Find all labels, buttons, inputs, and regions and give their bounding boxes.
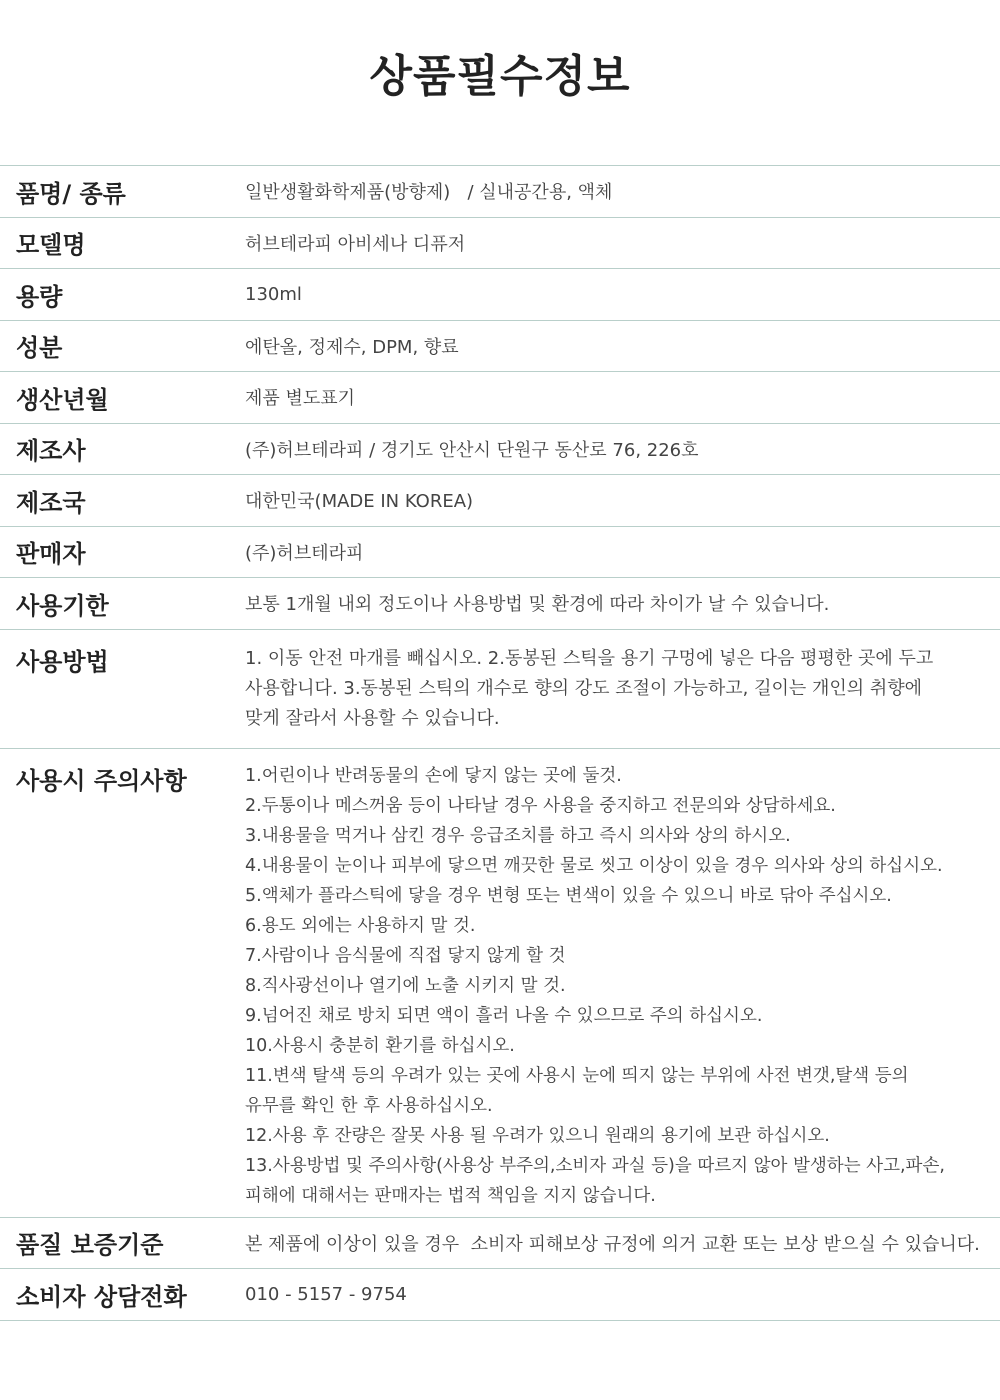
row-ingredients [0,321,1000,373]
caution-line: 피해에 대해서는 판매자는 법적 책임을 지지 않습니다. [245,1185,656,1206]
row-value: (주)허브테라피 [245,542,364,564]
usage-line: 1. 이동 안전 마개를 빼십시오. 2.동봉된 스틱을 용기 구멍에 넣은 다음 평평한 곳에 두고 [245,647,934,669]
row-label: 제조사 [16,437,86,466]
row-value: 일반생활화학제품(방향제) / 실내공간용, 액체 [245,182,613,204]
caution-line: 1.어린이나 반려동물의 손에 닿지 않는 곳에 둘것. [245,765,622,786]
row-caution [0,749,1000,1218]
row-product-name [0,166,1000,218]
row-value: 보통 1개월 내외 정도이나 사용방법 및 환경에 따라 차이가 날 수 있습니다. [245,594,830,616]
caution-line: 8.직사광선이나 열기에 노출 시키지 말 것. [245,975,566,996]
caution-line: 13.사용방법 및 주의사항(사용상 부주의,소비자 과실 등)을 따르지 않아 발생하는 사고,파손, [245,1155,945,1176]
caution-line: 6.용도 외에는 사용하지 말 것. [245,915,476,936]
product-info-table [0,165,1000,1321]
caution-line: 7.사람이나 음식물에 직접 닿지 않게 할 것 [245,945,566,966]
row-value: 허브테라피 아비세나 디퓨저 [245,233,466,255]
row-seller [0,527,1000,579]
row-value: 130ml [245,283,302,305]
usage-line: 맞게 잘라서 사용할 수 있습니다. [245,707,500,729]
row-value: 본 제품에 이상이 있을 경우 소비자 피해보상 규정에 의거 교환 또는 보상 받으실 수 있습니다. [245,1233,980,1255]
row-value: 대한민국(MADE IN KOREA) [245,491,474,513]
row-label: 성분 [16,334,63,363]
row-model [0,218,1000,270]
row-label: 품명/ 종류 [16,179,126,208]
row-label: 소비자 상담전화 [16,1282,187,1311]
row-quality [0,1218,1000,1270]
caution-line: 12.사용 후 잔량은 잘못 사용 될 우려가 있으니 원래의 용기에 보관 하십시오. [245,1125,830,1146]
caution-list [245,749,1000,1217]
row-label: 판매자 [16,540,86,569]
row-label: 사용시 주의사항 [16,766,187,795]
row-production-date [0,372,1000,424]
row-value: 에탄올, 정제수, DPM, 향료 [245,336,459,358]
caution-line: 9.넘어진 채로 방치 되면 액이 흘러 나올 수 있으므로 주의 하십시오. [245,1005,763,1026]
row-label: 생산년월 [16,385,109,414]
row-country [0,475,1000,527]
caution-line: 10.사용시 충분히 환기를 하십시오. [245,1035,515,1056]
row-usage [0,630,1000,749]
row-label: 모델명 [16,231,86,260]
row-expiry [0,578,1000,630]
row-value: 010 - 5157 - 9754 [245,1283,407,1305]
row-label: 품질 보증기준 [16,1231,164,1260]
caution-line: 유무를 확인 한 후 사용하십시오. [245,1095,493,1116]
caution-line: 2.두통이나 메스꺼움 등이 나타날 경우 사용을 중지하고 전문의와 상담하세요. [245,795,836,816]
row-label: 제조국 [16,488,86,517]
caution-line: 5.액체가 플라스틱에 닿을 경우 변형 또는 변색이 있을 수 있으니 바로 닦아 주십시오. [245,885,892,906]
row-capacity [0,269,1000,321]
row-label: 사용기한 [16,591,109,620]
row-label: 용량 [16,282,63,311]
row-contact [0,1269,1000,1321]
row-manufacturer [0,424,1000,476]
caution-line: 4.내용물이 눈이나 피부에 닿으면 깨끗한 물로 씻고 이상이 있을 경우 의사와 상의 하십시오. [245,855,943,876]
row-label: 사용방법 [16,647,109,676]
usage-line: 사용합니다. 3.동봉된 스틱의 개수로 향의 강도 조절이 가능하고, 길이는 개인의 취향에 [245,677,923,699]
caution-line: 3.내용물을 먹거나 삼킨 경우 응급조치를 하고 즉시 의사와 상의 하시오. [245,825,791,846]
usage-text [245,630,1000,748]
page-title: 상품필수정보 [369,51,631,102]
row-value: 제품 별도표기 [245,388,356,410]
row-value: (주)허브테라피 / 경기도 안산시 단원구 동산로 76, 226호 [245,439,699,461]
caution-line: 11.변색 탈색 등의 우려가 있는 곳에 사용시 눈에 띄지 않는 부위에 사전 변갯,탈색 등의 [245,1065,909,1086]
